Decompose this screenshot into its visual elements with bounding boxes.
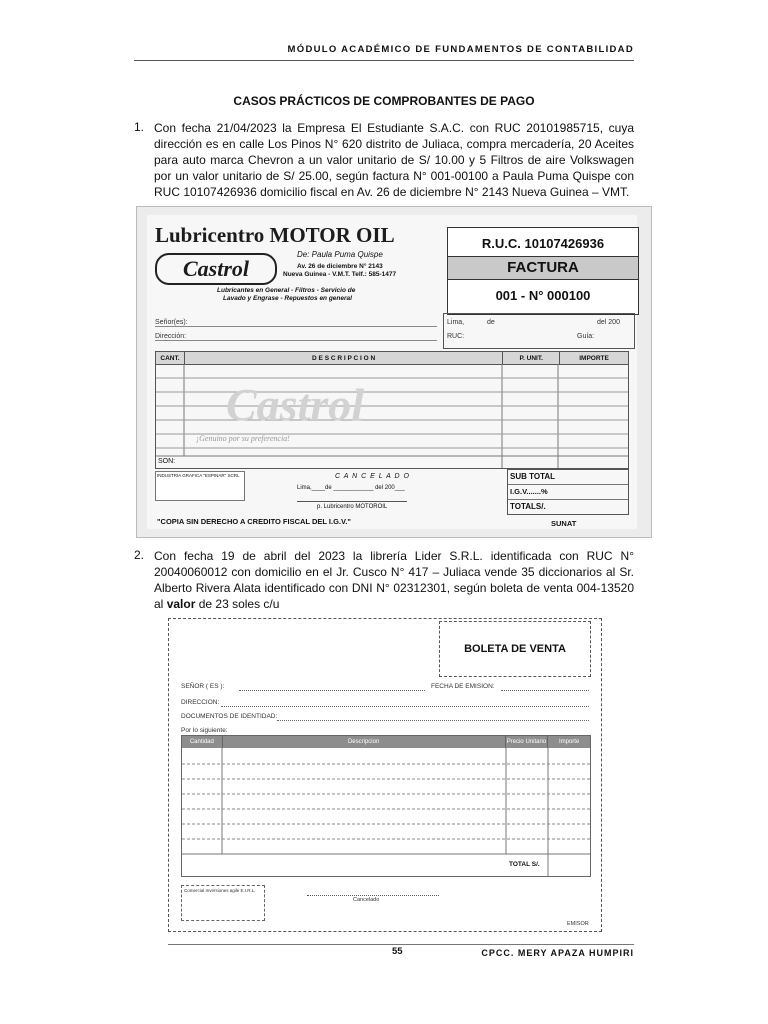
invoice-ruc: R.U.C. 10107426936 — [481, 236, 605, 251]
invoice-lima-line: Lima,____de ____________ del 200___ — [297, 485, 405, 491]
invoice-lima-label: Lima, — [447, 319, 465, 326]
boleta-col-precio: Precio Unitario — [506, 736, 549, 748]
boleta-col-descripcion: Descripcion — [223, 736, 506, 748]
page-number: 55 — [392, 946, 403, 957]
invoice-igv: I.G.V.......% — [508, 485, 628, 500]
invoice-senor-label: Señor(es): — [155, 319, 188, 326]
boleta-documentos-label: DOCUMENTOS DE IDENTIDAD: — [181, 713, 278, 720]
invoice-col-punit: P. UNIT. — [503, 352, 560, 364]
invoice-son-label: SON: — [158, 458, 176, 465]
boleta-printer-box — [181, 885, 265, 921]
item-1-text: Con fecha 21/04/2023 la Empresa El Estudiante S.A.C. con RUC 20101985715, cuya dirección es en calle Los Pinos N° 620 distrito de Juliaca, compra mercadería, 20 Aceites para auto marca Chevron a un valor unitario de S/ 10.00 y 5 Filtros de aire Volkswagen por un valor unitario de S/ 25.00, según factura N° 001-00100 a Paula Puma Quispe con RUC 10107426936 domicilio fiscal en Av. 26 de diciembre N° 2143 Nueva Guinea – VMT. — [154, 121, 634, 199]
boleta-direccion-label: DIRECCION: — [181, 699, 220, 706]
boleta-emisor: EMISOR — [567, 921, 589, 927]
boleta-de-venta — [168, 618, 602, 932]
invoice-totales: TOTALS/. — [510, 502, 546, 511]
invoice-ruc-box — [447, 227, 639, 315]
invoice-copy-note: "COPIA SIN DERECHO A CREDITO FISCAL DEL I.G.V." — [157, 517, 351, 526]
boleta-table — [181, 735, 591, 877]
footer-rule — [168, 944, 634, 945]
invoice-table — [155, 351, 629, 469]
invoice-address1: Av. 26 de diciembre N° 2143 — [297, 263, 383, 270]
invoice-sunat: SUNAT — [551, 519, 577, 528]
invoice-signature: p. Lubricentro MOTOROIL — [317, 504, 388, 510]
invoice-printer-box — [155, 471, 245, 501]
item-2-number: 2. — [134, 548, 145, 562]
invoice-cancelado: C A N C E L A D O — [335, 473, 410, 480]
invoice-tagline2: Lavado y Engrase - Repuestos en general — [223, 295, 352, 302]
item-1-number: 1. — [134, 120, 145, 134]
invoice-owner: De: Paula Puma Quispe — [297, 250, 383, 259]
invoice-col-desc: D E S C R I P C I O N — [185, 352, 503, 364]
invoice-guia-label: Guía: — [577, 333, 595, 340]
boleta-fecha-label: FECHA DE EMISION: — [431, 683, 495, 690]
invoice-ruc-label: RUC: — [447, 333, 465, 340]
boleta-cancelado: Cancelado — [353, 897, 380, 903]
invoice-del-label: del 200 — [597, 319, 620, 326]
item-2-text: Con fecha 19 de abril del 2023 la librería Lider S.R.L. identificada con RUC N° 20040060012 con domicilio en el Jr. Cusco N° 417 – Juliaca vende 35 diccionarios al Sr. Alberto Rivera Alata identificado con DNI N° 02312301, según boleta de venta 004-13520 al valor de 23 soles c/u — [154, 549, 634, 611]
page-header-title: MÓDULO ACADÉMICO DE FUNDAMENTOS DE CONTABILIDAD — [287, 44, 634, 55]
invoice-de-label: de — [487, 319, 495, 326]
invoice-brand: Lubricentro MOTOR OIL — [155, 223, 395, 247]
invoice-direccion-line — [155, 333, 437, 341]
invoice-factura — [136, 206, 652, 538]
boleta-title: BOLETA DE VENTA — [439, 621, 591, 677]
castrol-logo: Castrol — [155, 253, 277, 285]
boleta-printer: Comercial Inversiones agile E.I.R.L. — [184, 888, 256, 893]
invoice-address2: Nueva Guinea - V.M.T. Telf.: 585-1477 — [283, 271, 397, 278]
invoice-col-importe: IMPORTE — [579, 354, 609, 362]
invoice-senor-line — [155, 319, 437, 327]
boleta-col-cantidad: Cantidad — [182, 736, 223, 748]
invoice-tagline1: Lubricantes en General - Filtros - Servicio de — [217, 287, 356, 294]
invoice-direccion-label: Dirección: — [155, 333, 187, 340]
boleta-senor-label: SEÑOR ( ES ): — [181, 683, 225, 690]
section-title: CASOS PRÁCTICOS DE COMPROBANTES DE PAGO — [233, 94, 535, 108]
footer-author: CPCC. MERY APAZA HUMPIRI — [481, 948, 634, 958]
invoice-subtotal: SUB TOTAL — [508, 470, 628, 485]
invoice-doc-type: FACTURA — [448, 256, 638, 280]
invoice-col-cant: CANT. — [156, 352, 185, 364]
boleta-total-label: TOTAL S/. — [509, 861, 540, 868]
invoice-watermark: Castrol — [226, 379, 365, 430]
boleta-por-lo-siguiente: Por lo siguiente: — [181, 727, 228, 734]
invoice-doc-number: 001 - N° 000100 — [495, 288, 591, 303]
invoice-slogan: ¡Genuino por su preferencia! — [196, 434, 290, 443]
boleta-col-importe: Importe — [558, 739, 580, 745]
invoice-printer: INDUSTRIA GRAFICA "ESPINAR" SCRL — [157, 473, 240, 478]
header-rule — [134, 60, 634, 61]
